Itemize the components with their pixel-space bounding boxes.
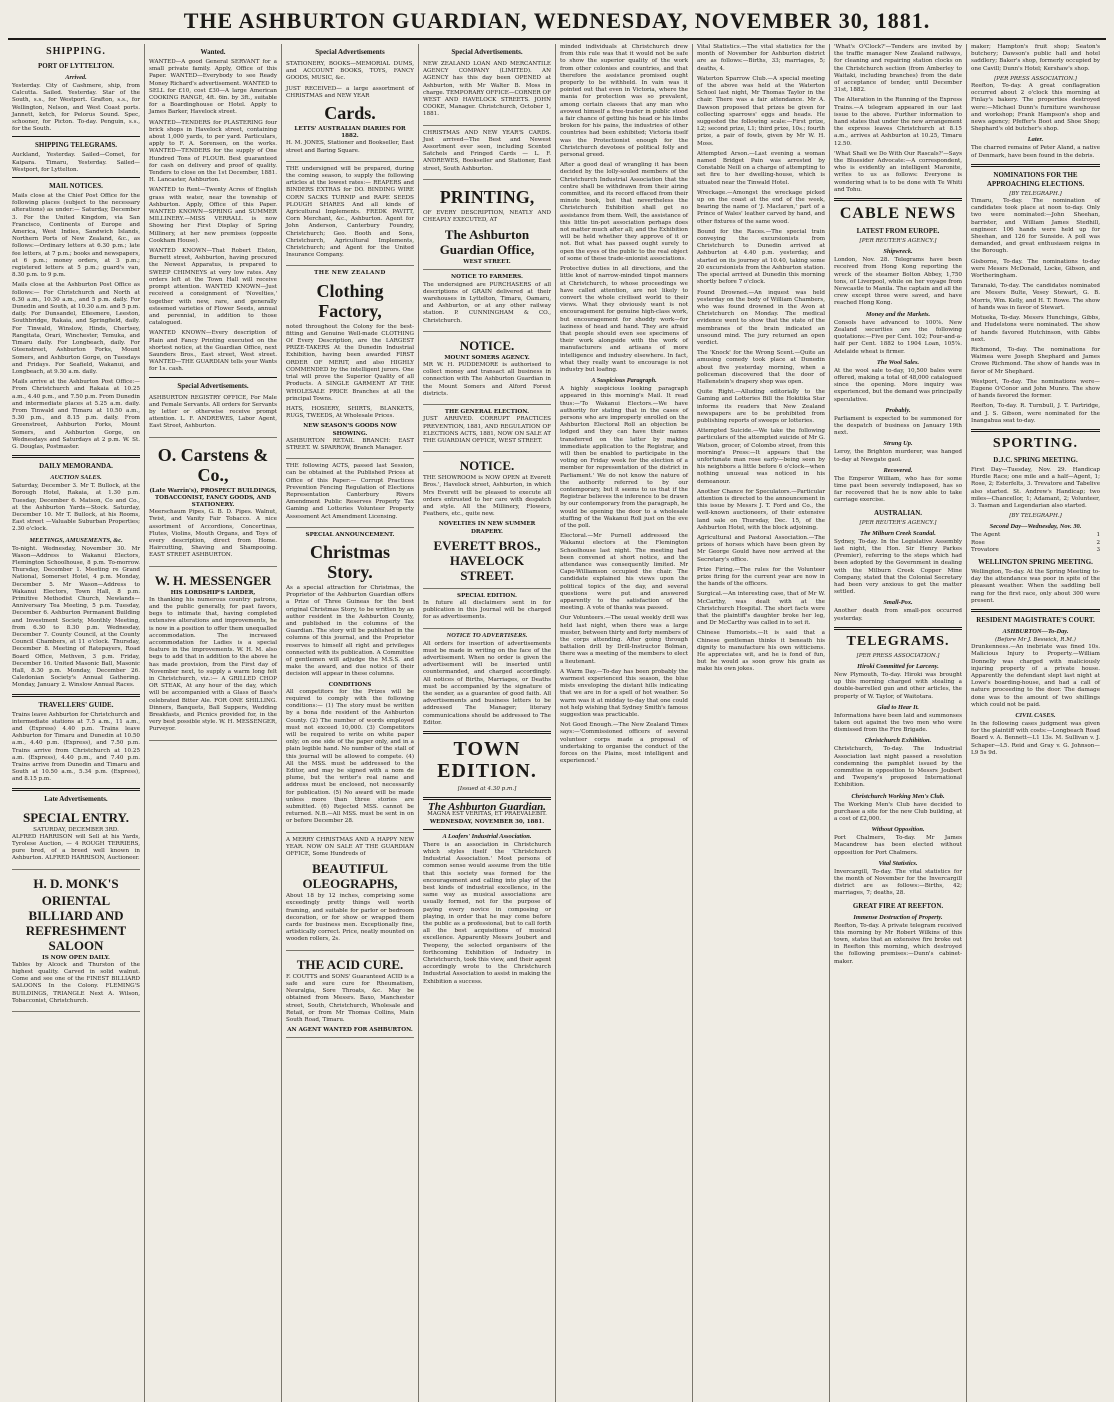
alteration-text: The Alteration in the Running of the Express Trains.—A telegram appeared in our last issue to the above. Further information to hand states that under the new arrangement the express leaves Christchurch at 8.15 a.m., arrives at Ashburton at 10.25, Timaru 12.50. — [834, 97, 962, 147]
shipping-telegrams-text: Auckland, Yesterday. Sailed—Comet, for Kaipara. Timaru, Yesterday. Sailed—Westport, for Lyttelton. — [12, 152, 140, 173]
runner-name: Rose — [971, 539, 985, 546]
wool-text: At the wool sale to-day, 10,500 bales were offered, making a total of 48,000 catalogued since the opening. More inquiry was experienced, but the demand was principally speculative. — [834, 367, 962, 403]
clothing-text: noted throughout the Colony for the best-fitting and Genuine Well-made CLOTHING Of Every Description, are the LARGEST PRIZE-TAKERS At the Dunedin Industrial Exhibition, having been awarded FIRST ORDER OF MERIT, and also HIGHLY COMMENDED by the intelligent jurors. One trial will prove the Superior Quality of all Products. A SINGLE GARMENT AT THE WHOLESALE PRICE Branches at all the principal Towns. — [286, 323, 414, 402]
suspicious-heading: A Suspicious Paragraph. — [591, 377, 657, 385]
timaru-text: Timaru, To-day. The nomination of candidates took place at noon to-day. Only two were nominated:—John Sheehan, barrister, and William James Stedhill, engineer. 106 hands were held up for Sheehan, and 126 for Sunside. A poll was demanded, and great enthusiasm reigns in the Borough. — [971, 198, 1100, 255]
runners-table — [971, 532, 1100, 554]
gisborne-text: Gisborne, To-day. The nominations to-day were Messrs McDonald, Locke, Gibson, and Wortheringham. — [971, 258, 1100, 280]
vital-heading: Vital Statistics. — [878, 859, 918, 867]
oleograph-ad — [286, 835, 414, 951]
hiroki-heading: Hiroki Committed for Larceny. — [857, 662, 939, 670]
special-ads-heading: Special Advertisements. — [177, 381, 249, 390]
press-association-8: [PER PRESS ASSOCIATION.] — [994, 75, 1077, 82]
rascals-text: 'What Shall we Do With Our Rascals?'—Says the Bluesider Advocate:—A correspondent, who is evidently an intelligent Maronite, writes to us as follows: Everyone is wondering what is to be done with Te Whiti and Tohu. — [834, 150, 962, 193]
money-text: Consols have advanced to 100⅞. New Zealand securities are the following quotations:—Five per Cent. 102; Four-and-a-half per Cent. 1882 to 1904 Loan, 105⅞. Adelaide wheat is firmer. — [834, 319, 962, 355]
reefton-text-2: Reefton, To-day. A great conflagration occurred about 2 o'clock this morning at Finlay's bakery. The properties destroyed were:—Michael Dunn's furniture warehouse and workshop; Frank Hampson's shop and news agency; Pfeffer's Boot and Shoe Shop; Shephard's old butcher's shop. — [971, 83, 1100, 133]
reuter-agency: [PER REUTER'S AGENCY.] — [859, 238, 937, 245]
messenger-sub: HIS LORDSHIP'S LARDER, — [170, 589, 256, 596]
glad-heading: Glad to Hear It. — [877, 703, 919, 711]
special-ads-heading-3: Special Advertisements — [315, 48, 385, 56]
wellington-text: Wellington, To-day. At the Spring Meeting to-day the attendance was poor in spite of the pleasant weather. When the saddling bell rang for the first race, only about 300 were present. — [971, 568, 1100, 604]
chch-exhibition-heading: Christchurch Exhibition. — [864, 737, 932, 745]
port-heading: PORT OF LYTTELTON. — [38, 62, 114, 70]
later-heading: Later. — [1027, 136, 1044, 144]
notice-heading: NOTICE. — [459, 337, 515, 353]
chch-exhibition-text: Christchurch, To-day. The Industrial Association last night passed a resolution condemning the pamphlet issued by the committee in opposition to Messrs Joubert and Twopeny's proposed International Exhibition. — [834, 746, 962, 789]
election-text: JUST ARRIVED. CORRUPT PRACTICES PREVENTION, 1881, AND REGULATION OF ELECTIONS ACTS, 1881, NOW ON SALE AT THE GUARDIAN OFFICE, WEST STREET. — [423, 416, 551, 444]
working-men-heading: Christchurch Working Men's Club. — [851, 792, 945, 800]
civil-cases-text: In the following cases judgment was given for the plaintiff with costs:—Longbeach Road Board v. A. Bennett—L1 13s. M. Sullivan v. J. Schaper—L5. Reid and Gray v. G. Johnson—L9 5s 9d. — [971, 721, 1100, 756]
column-3 — [282, 44, 419, 1402]
notice-text: MR W. H. PUDDEMORE is authorised to collect money and transact all business in connection with The Ashburton Guardian in the Mount Somers and Alford Forest districts. — [423, 362, 551, 397]
acid-agent: AN AGENT WANTED FOR ASHBURTON. — [287, 1027, 413, 1034]
suspicious-text: A highly suspicious looking paragraph appeared in this morning's Mail. It read thus:—'To Wakanui Electors.—We have authority for stating that in the cases of persons who are improperly enrolled on the Ashburton Electoral Roll an objection be lodged and they can have their names transferred on the latter by making immediate application to the Registrar, and will then be enabled to participate in the voting on Friday week for the election of a member for representation of the district in Parliament.' We do not know the nature of the authority referred to by our contemporary, but it seems to us that if the Registrar believes the inference to be drawn by our contemporary from the paragraph, he would be opening the door to a wholesale stuffing of the Wakanui Roll just on the eve of the poll. — [560, 386, 688, 529]
divider — [423, 731, 551, 734]
wanted-text-5: WANTED KNOWN—Every description of Plain and Fancy Printing executed on the shortest notice, at the Guardian Office, next Saunders Bros., East street, West street. WANTED—THE GUARDIAN tells your Wants for 1s. cash. — [149, 330, 277, 373]
aus-agency: [PER REUTER'S AGENCY.] — [859, 519, 937, 526]
showroom-ad — [423, 454, 551, 589]
columns — [8, 44, 1106, 1402]
reefton-nomination-text: Reefton, To-day. R. Turnbull, J. T. Partridge, and J. S. Gibson, were nominated for the Inangahua seat to-day. — [971, 403, 1100, 424]
fire-sub: Immense Destruction of Property. — [853, 913, 943, 921]
acid-text: F. COUTTS and SONS' Guaranteed ACID is a safe and sure cure for Rheumatism, Neuralgia, Sore Throats, &c. May be obtained from Messrs. Baxo, Manchester street, South, Christchurch, Wholesale and Retail, or from Mr Thomas Collins, Main South Road, Timaru. — [286, 973, 414, 1023]
column-8 — [967, 44, 1104, 1402]
messenger-ad — [149, 569, 277, 741]
waterton-text: Waterton Sparrow Club.—A special meeting of the above was held at the Waterton School last night, Mr Thomas Taylor in the chair. There was a fair attendance. Mr A. Dawson proposed that prizes be given for collecting sparrows' eggs and heads. He suggested the following scale:—First prize, L2; second prize, L1; third prize, 10s.; fourth prize, a pair of fowls, given by Mr W. H. Moss. — [697, 75, 825, 147]
special-ads-heading-4: Special Advertisements. — [451, 48, 523, 56]
travellers-guide-heading: TRAVELLERS' GUIDE. — [38, 700, 114, 709]
printing-title: PRINTING, — [439, 186, 535, 207]
monk-ad — [12, 872, 140, 1012]
runner-num: 2 — [1096, 539, 1100, 546]
acid-ad — [286, 953, 414, 1039]
cards-title: Cards. — [324, 103, 376, 124]
djc-text: First Day—Tuesday, Nov. 29. Handicap Hurdle Race; one mile and a half—Agent, 1; Rose, 2; Esterfelts, 3. Trevatore and Tabelive also started. St. Andrew's Handicap; two miles—Chancellor, 1; Adamant, 2; Volunteer, 3. Tasman and Legendarian also started. — [971, 466, 1100, 509]
divider — [834, 198, 962, 201]
wanted-text-4: WANTED KNOWN—That Robert Elston, Burnett street, Ashburton, having procured the Newest Apparatus, is prepared to SWEEP CHIMNEYS at very low rates. Any orders left at the Town Hall will receive prompt attention. WANTED KNOWN—Just received a consignment of 'Novelties,' together with new, rare, and generally esteemed varieties of Flower Seeds, annual and perennial, in addition to those catalogued. — [149, 248, 277, 327]
story-title: Christmas Story. — [310, 541, 390, 582]
arrived-text: Yesterday. City of Cashmere, ship, from Calcutta. Sailed. Yesterday. Star of the South, s.s., for Westport. Grafton, s.s., for Wellington, Nelson, and West Coast ports. Jannett, ketch, for Pelorus Sound. Spec, schooner, for Picton. To-day. Penguin, s.s., for the South. — [12, 83, 140, 133]
meetings-heading: MEETINGS, AMUSEMENTS, &c. — [29, 536, 123, 544]
clothing-items: HATS, HOSIERY, SHIRTS, BLANKETS, RUGS, TWEEDS, At Wholesale Prices. — [286, 405, 414, 420]
press-association: [PER PRESS ASSOCIATION.] — [856, 652, 940, 659]
letts-diaries: LETTS' AUSTRALIAN DIARIES FOR 1882. — [294, 126, 406, 140]
divider — [971, 429, 1100, 432]
jones-ad — [286, 59, 414, 162]
oleograph-text: About 18 by 12 inches, comprising some exceedingly pretty things well worth framing, and suitable for parlor or bedroom decoration, or for show or wrapped them cards for business men. Exceptionally fine, artistically correct. Price, neatly mounted on wooden rollers, 2s. — [286, 893, 414, 943]
clothing-season: NEW SEASON'S GOODS NOW SHOWING. — [303, 423, 397, 437]
mail-notices-text-3: Mails arrive at the Ashburton Post Office:— From Christchurch and Rakaia at 10.25 a.m., 4.40 p.m., and 7.50 p.m. From Dunedin and intermediate places at 5.25 a.m. daily. From Tinwald and Timaru at 10.50 a.m., 5.30 p.m., and 8.15 p.m. daily. From Greenstreet, Ashburton Forks, Mount Somers, and Ashburton Gorge, on Wednesdays and Saturdays at 2 p.m. W. St. G. Douglas, Postmaster. — [12, 379, 140, 450]
agency-ad — [423, 59, 551, 126]
shipwreck-heading: Shipwreck. — [883, 248, 913, 256]
acts-text: THE following ACTS, passed last Session, can be obtained at the Published Prices at Office of this Paper:— Corrupt Practices Prevention Fencing Regulation of Elections Representation Canterbury Rivers Amendment Public Reserves Property Tax Gaming and Lotteries Volunteer Property Assessment Act Amendment Licensing. — [286, 463, 414, 520]
farmers-heading: NOTICE TO FARMERS. — [451, 274, 523, 281]
wreckage-text: Wreckage.—Amongst the wreckage picked up on the coast at the end of the week, bearing the name of 'J. Maclaren,' part of a Prince of Wales' leather carved by hand, and other fixtures of the same wood. — [697, 189, 825, 225]
taranaki-text: Taranaki, To-day. The candidates nominated are Messrs Bulte, Vesey Stewart, G. B. Morris, Wm. Kelly, and H. T. Rowe. The show of hands was in favor of Stewart. — [971, 283, 1100, 311]
guardian-office: The Ashburton Guardian Office, — [439, 227, 535, 258]
strung-text: Leroy, the Brighton murderer, was hanged to-day at Newgate gaol. — [834, 449, 962, 463]
special-entry-date: SATURDAY, DECEMBER 3RD. — [33, 826, 119, 833]
probably-text: Parliament is expected to be summoned for the despatch of business on January 19th next. — [834, 415, 962, 437]
meetings-text: To-night. Wednesday, November 30. Mr Wason—Address to Wakanui Electors, Flemington Schoolhouse, 8 p.m. To-morrow. Thursday, December 1. Meeting re Grand National, Somerset Hotel, 4 p.m. Monday, December 5. Mr Wason—Address to Wakanui Electors, Town Hall, 8 p.m. Primitive Methodist Church, Newlands—Anniversary Tea Meeting, 5 p.m. Tuesday, December 6. Ashburton Permanent Building and Investment Society, Monthly Meeting, from 6.30 to 8.30 p.m. Wednesday, December 7. County Council, at the County Council Chambers, at 11 o'clock. Thursday, December 8. Meeting of Ratepayers, Road Board Office, Methven, 3 p.m. Friday, December 16. United Masonic Ball, Masonic Hall, 8.30 p.m. Monday, December 26. Caledonian Society's Annual Gathering. Monday, January 2. Winslow Annual Races. — [12, 545, 140, 689]
runner-name: Trovatore — [971, 546, 999, 553]
harrison-ad — [12, 806, 140, 870]
farmers-ad — [423, 272, 551, 331]
divider — [423, 797, 551, 800]
table-row — [971, 540, 1100, 547]
vital-stats-text: Invercargill, To-day. The vital statistics for the month of November for the Invercargill district are as follows:—Births, 42; marriages, 7; deaths, 28. — [834, 868, 962, 897]
attempted-arson-text: Attempted Arson.—Last evening a woman named Bridget Pain was arrested by Constable Neill on a charge of attempting to set fire to her dwelling-house, which is situated near the Tinwald Hotel. — [697, 150, 825, 186]
divider — [971, 609, 1100, 612]
column-2 — [145, 44, 282, 1402]
mail-notices-heading: MAIL NOTICES. — [49, 182, 103, 191]
money-heading: Money and the Markets. — [865, 310, 931, 318]
bound-races-text: Bound for the Races.—The special train conveying the excursionists from Christchurch to Dunedin arrived at Ashburton at 4.40 p.m. yesterday, and started on its journey at 10.40, taking some 20 excursionists from the Ashburton station. The special arrived at Dunedin this morning shortly before 7 o'clock. — [697, 228, 825, 286]
novelties: NOVELTIES IN NEW SUMMER DRAPERY. — [438, 521, 536, 535]
richmond-text: Richmond, To-day. The nominations for Waimea were Joseph Shephard and James Crowe Richmond. The show of hands was in favor of Mr Shephard. — [971, 346, 1100, 375]
leader-text-4: Protective duties in all directions, and the little knot of narrow-minded tinpot manners at Christchurch, to whose proceedings we have called attention, are not likely to convert the whole civilised world to their views. What they obviously want is not encouragement for genuine high-class work, but encouragement for shoddy work—for laziness of head and hand. They are afraid that people should even see specimens of their work alongside with the work of manufacturers and artisans of more intelligence and industry elsewhere. In fact, what they really want to encourage is not industry but loafing. — [560, 266, 688, 373]
clothing-banner: THE NEW ZEALAND — [314, 270, 386, 277]
clock-text: 'What's O'Clock?'—Tenders are invited by the traffic manager New Zealand railways, for cleaning and repairing station clocks on the Christchurch section (from Amberley to Waitaki, including branches) from the date of acceptance of tender, until December 31st, 1882. — [834, 44, 962, 94]
divider — [12, 177, 140, 178]
leader-text-3: After a good deal of wrangling it has been decided by the lolly-souled members of the Christchurch Industrial Association that the centre shall be withdrawn from their airing committee, and its record effaced from their minute book, but that nevertheless the Christchurch Exhibition shall get no assistance from them. Well, the assistance of this little tin-pot association perhaps does not matter much after all; and the Exhibition will be held whether they approve of it or not. But what has passed ought surely to open the eyes of the public to the real object of some of these trade-unionist associations. — [560, 162, 688, 262]
wanted-text: WANTED—A good General SERVANT for a small private family. Apply, Office of this Paper. WANTED—Everybody to see Ready Money Richard's advertisement. WANTED to SELL for £10, cost £30—A large American COOKING RANGE, 4ft. 6in. by 3ft., suitable for a Boardinghouse or Hotel. Apply to James Barker, Havelock street. — [149, 59, 277, 116]
special-edition-text: In future all disclaimers sent in for publication in this Journal will be charged for as advertisements. — [423, 599, 551, 621]
wanted-text-2: WANTED—TENDERS for PLASTERING four brick shops in Havelock street, containing about 1,000 yards, to per yard. Particulars, apply to F. A. Sorensen, on the works. WANTED—TENDERS for the supply of One Hundred Tons of FLOUR. Best guaranteed for cash on delivery and proof of quality. Tenders to close on the 1st December, 1881. H. Lancaster, Ashburton. — [149, 119, 277, 184]
not-good-text: Not Good Enough.—The New Zealand Times says:—'Commissioned officers of several volunteer corps made a proposal of undertaking to organise the conduct of the forces on the Plains, most intelligent and experienced.' — [560, 722, 688, 765]
notice-ad — [423, 334, 551, 405]
column-7 — [830, 44, 967, 1402]
wool-heading: The Wool Sales. — [876, 358, 920, 366]
knock-text: The 'Knock' for the Wrong Scent.—Quite an amusing comedy took place at Dunedin about five yesterday morning, when a policeman discovered that the door of Hallenstein's drapery shop was open. — [697, 350, 825, 385]
rmc-sub: ASHBURTON—To-Day. — [1002, 627, 1069, 635]
runner-name: The Agent — [971, 532, 1001, 539]
australian-heading: AUSTRALIAN. — [873, 508, 923, 517]
cards-ad-text: CHRISTMAS AND NEW YEAR'S CARDS. Just arrived—The Best and Newest Assortment ever seen, including Scented Satchels and Fringed Cards — L. F. ANDREWES, Bookseller and Stationer, East street, South Ashburton. — [423, 129, 551, 172]
harrison-text: ALFRED HARRISON will Sell at his Yards, Tyrolese Auction, — 4 ROUGH TERRIERS, pure bred, of a breed well known in Ashburton. ALFRED HARRISON, Auctioneer. — [12, 833, 140, 862]
arrived-heading: Arrived. — [65, 74, 87, 81]
reefton-text: maker; Hampton's fruit shop; Seaton's butchery; Dawson's public hall and hotel saddlery; Baker's shop, formerly occupied by one Cavill; Dunn's Hotel; Kershaw's shop. — [971, 44, 1100, 72]
oleograph-title: BEAUTIFUL OLEOGRAPHS, — [302, 861, 398, 892]
rmc-heading: RESIDENT MAGISTRATE'S COURT. — [976, 615, 1095, 624]
jones-text: H. M. JONES, Stationer and Bookseller, East street and Baring Square. — [286, 140, 414, 154]
travellers-guide-text: Trains leave Ashburton for Christchurch and intermediate stations at 7.5 a.m., 11 a.m., and (Express) 4.40 p.m. Trains leave Ashburton for Timaru and Dunedin at 10.50 a.m., 4.40 p.m. (Express), and 7.50 p.m. Trains arrive from Christchurch at 10.25 a.m. (Express), 4.40 p.m., and 7.40 p.m. Trains arrive from Dunedin and Timaru and South at 10.50 a.m., 5.34 p.m. (Express), and 8.15 p.m. — [12, 711, 140, 783]
story-text: As a special attraction for Christmas, the Proprietor of the Ashburton Guardian offers a Prize of Three Guineas for the best original Christmas Story, to be written by an author resident in the Ashburton County, and published in the columns of the Guardian. The story will be published in the columns of this journal, and the Proprietor reserves to himself all right and privileges connected with its publication. A Committee of gentlemen will adjudge the M.S.S. and make the award, and due notice of their decision will appear in these columns. — [286, 584, 414, 678]
wanted-heading: Wanted. — [200, 48, 226, 56]
divider — [12, 788, 140, 791]
chinese-text: Chinese Humorists.—It is said that a Chinese gentleman thinks it beneath his dignity to manufacture his own witticisms. He appreciates wit, and he is fond of fun, but he would as soon grow his grain as make his own jokes. — [697, 630, 825, 673]
town-edition: TOWN EDITION. — [437, 737, 537, 782]
divider — [971, 164, 1100, 167]
nominations-heading: NOMINATIONS FOR THE APPROACHING ELECTIONS. — [986, 170, 1085, 188]
cable-news-sub: LATEST FROM EUROPE. — [856, 227, 940, 236]
vital-text: Vital Statistics.—The vital statistics for the month of November for Ashburton district are as follows:—Births, 33; marriages, 5; deaths, 4. — [697, 44, 825, 72]
election-heading: THE GENERAL ELECTION. — [444, 409, 530, 416]
sparrow-text: ASHBURTON RETAIL BRANCH: EAST STREET. W. SPARROW, Branch Manager. — [286, 437, 414, 451]
daily-memoranda-heading: DAILY MEMORANDA. — [39, 462, 113, 471]
smallpox-heading: Small-Pox. — [883, 599, 913, 607]
mail-notices-text-2: Mails close at the Ashburton Post Office as follows:— For Christchurch and North at 6.30 a.m., 10.30 a.m., and 5 p.m. daily. For Dunedin and South, at 10.30 a.m. and 5 p.m. daily. For Dunsandel, Ellesmere, Leeston, Southbridge, Rakaia, and Springfield, daily. For Tinwald, Winslow, Hinds, Chertsey, Rangitata, Orari, Winchester, Temuka, and Timaru daily. For Longbeach, daily. For Gteenstreet, Ashburton Forks, Mount Somers, and Ashburton Gorge, on Tuesdays and Fridays. For Seafield, Wakanui, and Longbeach, at 9.30 a.m. daily. — [12, 282, 140, 375]
paper-name: The Ashburton Guardian. — [428, 801, 546, 814]
stationery-text: STATIONERY, BOOKS—MEMORIAL DUMS, and ACCOUNT BOOKS, TOYS, FANCY GOODS, MUSIC, &c. — [286, 61, 414, 82]
shipwreck-text: London, Nov. 28. Telegrams have been received from Hong Kong reporting the wreck of the steamer Bolton Abbey, 1,750 tons, of Liverpool, while on her voyage from Newcastle to Manila. The captain and all the crew except three were saved, and have reached Hong Kong. — [834, 257, 962, 307]
paper-date: WEDNESDAY, NOVEMBER 30, 1881. — [429, 818, 545, 825]
volunteers-text: Our Volunteers.—The usual weekly drill was held last night, when there was a large muster, between thirty and forty members of the corps attending. After going through battalion drill by Drill-Instructor Bolman, there was a meeting of the members to elect a lieutenant. — [560, 615, 688, 665]
milburn-text: Sydney, To-day. In the Legislative Assembly last night, the Hon. Sir Henry Parkes (Premier), referring to the steps which had been adopted by the Government in dealing with the Milburn Creek Copper Mine Company, stated that the Colonial Secretary had been very anxious to get the matter settled. — [834, 538, 962, 596]
leader-text-2: minded individuals at Christchurch drew from this rule was that it would not be safe to show the superior quality of the work from other colonies and countries, and that therefore the assistance promised ought properly to be withheld. In vain was it pointed out that even in Victoria, where the mania for protection was so prevalent, among certain classes that any man who avowed himself a free-trader in public stood a fair chance of getting his head or his limbs broken for his pains, the industries of other countries had been exhibited; Victoria itself was the Protectionist enough for the Christchurch devotees of political folly and personal greed. — [560, 44, 688, 159]
divider — [834, 627, 962, 630]
probably-heading: Probably. — [885, 406, 911, 414]
wellington-heading: WELLINGTON SPRING MEETING. — [978, 557, 1093, 566]
paper-motto: MAGNA EST VERITAS, ET PRAEVALEBIT. — [427, 811, 547, 818]
acts-ad — [286, 461, 414, 528]
column-4 — [419, 44, 556, 1402]
runner-num: 1 — [1096, 532, 1100, 539]
strung-heading: Strung Up. — [883, 440, 913, 448]
surgical-text: Surgical.—An interesting case, that of Mr W. McCarthy, was dealt with at the Christchurch Hospital. The short facts were that the plaintiff's daughter broke her leg, and Dr McCarthy was called in to set it. — [697, 591, 825, 627]
notice-advertisers-heading: NOTICE TO ADVERTISERS. — [446, 631, 528, 639]
messenger-text: In thanking his numerous country patrons, and the public generally, for past favors, begs to intimate that, having completed extensive alterations and improvements, he is now in a position to offer them unequalled accommodation. The increased accommodation for Ladies is a special feature in the improvements. W. H. M. also begs to add that in addition to the above he has made provision, from the First day of November next, to supply a warm long felt in Christchurch, viz.:— A GRILLED CHOP OR STEAK, At any hour of the day, which will be accompanied with a Glass of Bass's celebrated Bitter Ale. FOR ONE SHILLING. Dinners, Banquets, Ball Suppers, Wedding Breakfasts, and Picnics provided for, in the very best possible style. W. H. MESSENGER, Purveyor. — [149, 596, 277, 733]
speculators-text: Another Chance for Speculators.—Particular attention is directed to the announcement in this issue by Messrs J. T. Ford and Co., the well-known auctioneers, of their extensive land sale on Thursday, Dec. 15, of the Ashburton Hotel, with the block adjoining. — [697, 488, 825, 531]
merry-text: A MERRY CHRISTMAS AND A HAPPY NEW YEAR. NOW ON SALE AT THE GUARDIAN OFFICE, Some Hundreds of — [286, 836, 414, 858]
column-5 — [556, 44, 693, 1402]
clothing-ad — [286, 268, 414, 459]
showroom-text: THE SHOWROOM is NOW OPEN at Everett Bros.', Havelock street, Ashburton, in which Mrs Everett will be pleased to execute all orders entrusted to her care with despatch and style. All the Millinery, Flowers, Feathers, etc., quite new. — [423, 475, 551, 518]
milburn-heading: The Milburn Creek Scandal. — [860, 529, 936, 537]
registry-ad — [149, 393, 277, 438]
quite-right-text: Quite Right.—Alluding editorially to the Gaming and Lotteries Bill the Hokitika Star informs its readers that New Zealand newspapers are to be prohibited from publishing reports of sweeps or lotteries. — [697, 389, 825, 424]
mail-notices-text: Mails close at the Chief Post Office for the following places (subject to the necessary alterations) as under:— Saturday, December 3. For the United Kingdom, via San Francisco, Continents of Europe and America, West Indies, Sandwich Islands, Northern Ports of New Zealand, &c., as follows:—Ordinary letters at 6.30 p.m.; late fee letters, at 7 p.m.; books and newspapers, at 6 p.m.; money orders, at 3 p.m.; registered letters at 5 p.m.; guard's van, 8.30 p.m. to 9 p.m. — [12, 193, 140, 279]
recovered-text: The Emperor William, who has for some time past been severely indisposed, has so far recovered that he is now able to take carriage exercise. — [834, 475, 962, 504]
election-ad — [423, 407, 551, 452]
telegrams-heading: TELEGRAMS. — [846, 633, 950, 649]
fire-text: Reefton, To-day. A private telegram received this morning by Mr Robert Wilkins of this town, states that an extensive fire broke out in Reefton this morning, which destroyed the following premises:—Dunn's cabinet-maker. — [834, 922, 962, 965]
rmc-bench: (Before Mr J. Beswick, R.M.) — [995, 636, 1076, 643]
notice-advertisers-text: All orders for insertion of advertisements must be made in writing on the face of the advertisement. When no order is given the advertisement will be inserted until countermanded, and charged accordingly. All notices of Births, Marriages, or Deaths must be accompanied by the signature of the sender, as a guarantee of good faith. All advertisements and business letters to be addressed The Manager; literary communications should be addressed to The Editor. — [423, 640, 551, 726]
fire-heading: GREAT FIRE AT REEFTON. — [852, 901, 944, 910]
registry-text: ASHBURTON REGISTRY OFFICE, For Male and Female Servants. All orders for Servants by letter or otherwise receive prompt attention. L. F. ANDREWES, Labor Agent, East Street, Ashburton. — [149, 394, 277, 430]
carstens-sub: (Late Warrin's), PROSPECT BUILDINGS, TOBACCONIST, FANCY GOODS, AND STATIONERY. — [149, 487, 277, 508]
farmers-text: The undersigned are PURCHASERS of all descriptions of GRAIN delivered at their warehouses in Lyttelton, Timaru, Oamaru, and Ashburton, or at any other railway station. P. CUNNINGHAM & CO., Christchurch. — [423, 281, 551, 324]
working-men-text: The Working Men's Club have decided to purchase a site for the new Club building, at a cost of £2,000. — [834, 801, 962, 823]
telegraph-tag-2: [BY TELEGRAPH.] — [1009, 513, 1062, 520]
conditions-heading: CONDITIONS — [328, 681, 372, 688]
clothing-title: Clothing Factory, — [316, 280, 384, 321]
leader-heading: A Loafers' Industrial Association. — [442, 832, 532, 840]
monk-open: IS NOW OPEN DAILY. — [42, 954, 110, 961]
west-street: WEST STREET. — [463, 259, 511, 266]
divider — [12, 455, 140, 458]
divider — [149, 377, 277, 378]
received-text: JUST RECEIVED— a large assortment of CHRISTMAS and NEW YEAR — [286, 85, 414, 99]
leader-text: There is an association in Christchurch which styles itself the 'Christchurch Industrial Association.' Most persons of common sense would assume from the title that this society was formed for the encouragement and calling into play of the best kinds of industrial excellence, in the same way as musical associations are usually formed, not for the purpose of paying every novice in composing or playing, in order that he may come before the public as a professional, but to call forth all the best acquisitions of musical excellence. Apparently Messrs Joubert and Twopeny, the selected organisers of the forthcoming Exhibition of Industry in Christchurch, took this view, and their agent accordingly wrote to the Christchurch Industrial Association to assist in making the Exhibition a success. — [423, 841, 551, 985]
printing-ad — [423, 182, 551, 271]
story-ad — [286, 530, 414, 833]
notice-sub: MOUNT SOMERS AGENCY. — [444, 354, 530, 361]
pavitt-text: THE undersigned will be prepared, during the coming season, to supply the following articles at the lowest rates:— REAPERS and BINDERS EXTRAS for DO. BINDING WIRE CORN SACKS TURNIP and RAPE SEEDS PLOUGH SHARES And all kinds of Agricultural Implements. FREDK PAVITT, Corn Merchant, &c., Ashburton. Agent for John Anderson, Canterbury Foundry, Christchurch; Geo. Booth and Sons, Christchurch, Agricultural Implements, Christchurch; and Agent for the United Insurance Company. — [286, 165, 414, 259]
auction-sales-text: Saturday, December 3. Mr T. Bullock, at the Borough Hotel, Rakaia, at 1.30 p.m. Tuesday, December 6. Matson, Co and Co., at the Ashburton Yards—Stock. Saturday, December 10. Mr T. Bullock, at his Rooms, East street —Valuable Suburban Properties; 2.30 o'clock. — [12, 483, 140, 533]
prize-firing-text: Prize Firing.—The rules for the Volunteer prize firing for the current year are now in the hands of the officers. — [697, 566, 825, 588]
carstens-text: Meerschaum Pipes, G. B. D. Pipes. Walnut, Twist, and Vanity Fair Tobacco. A nice assortment of Accordions, Concertinas, Flutes, Violins, Mouth Organs, and Toys of every description, direct from Home. Haircutting, Shaving and Shampooing. EAST STREET ASHBURTON. — [149, 509, 277, 559]
second-day-heading: Second Day—Wednesday, Nov. 30. — [989, 523, 1082, 531]
monk-name: H. D. MONK'S — [33, 875, 119, 891]
agency-text: NEW ZEALAND LOAN AND MERCANTILE AGENCY COMPANY (LIMITED). AN AGENCY has this day been OPENED at Ashburton, with Mr Walter B. Moss in charge. TEMPORARY OFFICE—CORNER OF WEST AND HAVELOCK STREETS. JOHN COOKE, Manager. Christchurch, October 1, 1881. — [423, 61, 551, 118]
carstens-name: O. Carstens & Co., — [157, 444, 269, 485]
printing-text: OF EVERY DESCRIPTION, NEATLY AND CHEAPLY EXECUTED, AT — [423, 209, 551, 224]
glad-text: Informations have been laid and summonses taken out against the two men who were dismissed from the Fire Brigade. — [834, 712, 962, 734]
monk-title: ORIENTAL BILLIARD AND REFRESHMENT SALOON — [25, 892, 127, 953]
hiroki-text: New Plymouth, To-day. Hiroki was brought up this morning charged with stealing a double-barrelled gun and other articles, the property of W. Taylor, of Waitotara. — [834, 671, 962, 700]
wanted-text-3: WANTED to Rent—Twenty Acres of English grass with water, near the township of Ashburton. Apply, Office of this Paper. WANTED KNOWN—SPRING and SUMMER MILLINERY.—MISS VERRALL is now Showing her First Display of Spring Millinery, at her new premises (opposite Cookham House). — [149, 187, 277, 244]
column-6 — [693, 44, 830, 1402]
without-opposition-text: Port Chalmers, To-day. Mr James Macandrew has been elected without opposition for Port Chalmers. — [834, 835, 962, 856]
monk-text: Tables by Alcock and Thurston of the highest quality. Carved in solid walnut. Come and see one of the FINEST BILLIARD SALOONS In the Colony. FLEMING'S BUILDINGS, TRIANGLE Next A. Wilson, Tobacconist, Christchurch. — [12, 961, 140, 1004]
smallpox-text: Another death from small-pox occurred yesterday. — [834, 608, 962, 622]
story-announcement: SPECIAL ANNOUNCEMENT. — [305, 531, 395, 538]
warm-day-text: A Warm Day.—To-day has been probably the warmest experienced this season, the blue mists enveloping the distant hills indicating that we are in for a spell of hot weather. So warm was it at midday to-day that one could not help wishing that Sydney Smith's famous suggestion was practicable. — [560, 668, 689, 719]
westport-text: Westport, To-day. The nominations were—Eugene O'Conor and John Munro. The show of hands favored the former. — [971, 378, 1100, 400]
civil-cases-heading: CIVIL CASES. — [1015, 712, 1056, 720]
cable-news-heading: CABLE NEWS — [839, 205, 957, 223]
recovered-heading: Recovered. — [883, 466, 913, 474]
divider — [12, 136, 140, 137]
conditions-text: All competitors for the Prizes will be required to comply with the following conditions:— (1) The story must be written by a bona fide resident of the Ashburton County. (2) The number of words employed must not exceed 10,000. (3) Competitors will be required to write on white paper only; on one side of the paper only, and in a plain legible hand. No number of the stall of this journal will be allowed to compete. (4) All the MSS. must be addressed to the Editor, and may be signed with a nom de plume, but the writer's real name and address must be enclosed, not necessarily for publication. (5) No award will be made unless more than three stories are submitted. (6) Rejected MSS. cannot be returned. N.B.—All MSS. must be sent in on or before December 28. — [286, 688, 414, 825]
special-edition-ad — [423, 591, 551, 629]
suicide-text: Attempted Suicide.—We take the following particulars of the attempted suicide of Mr G. Watson, grocer, of Colombo street, from this morning's Press:—It appears that the unfortunate man rose early—being seen by his neighbors a little before 6 o'clock—when nothing unusual was noticed in his demeanour. — [697, 428, 825, 485]
messenger-name: W. H. MESSENGER — [154, 572, 272, 588]
later-text: The charred remains of Peter Aland, a native of Denmark, have been found in the debris. — [971, 145, 1100, 159]
acid-title: THE ACID CURE. — [296, 956, 404, 972]
town-edition-time: [Issued at 4.30 p.m.] — [457, 785, 517, 792]
table-row — [971, 547, 1100, 554]
showroom-heading: NOTICE. — [459, 458, 515, 474]
late-ads-heading: Late Advertisements. — [44, 794, 108, 803]
telegraph-tag: [BY TELEGRAPH.] — [1009, 190, 1062, 197]
special-entry-title: SPECIAL ENTRY. — [23, 809, 129, 825]
rmc-text: Drunkenness.—An inebriate was fined 10s. Malicious Injury to Property.—William Donnelly was charged with maliciously injuring property of a private house. Apparently the defendant slept last night at Lowe's boarding-house, and had a call of nature proceeding to the door. The damage done was to the amount of two shillings which could not be paid. — [971, 644, 1100, 708]
special-edition-heading: SPECIAL EDITION. — [457, 592, 517, 599]
table-row — [971, 532, 1100, 539]
divider — [12, 694, 140, 697]
column-1 — [8, 44, 145, 1402]
runner-num: 3 — [1096, 546, 1100, 553]
agricultural-text: Agricultural and Pastoral Association.—The prizes of horses which have been given by Mr George Gould have now arrived at the Secretary's office. — [697, 535, 825, 563]
masthead: THE ASHBURTON GUARDIAN, WEDNESDAY, NOVEMBER 30, 1881. — [8, 8, 1106, 40]
shipping-heading: SHIPPING. — [46, 46, 106, 57]
djc-heading: D.J.C. SPRING MEETING. — [993, 455, 1078, 464]
found-drowned-text: Found Drowned.—An inquest was held yesterday on the body of William Chambers, who was found drowned in the Avon at Christchurch on Monday. The medical evidence went to show that the state of the membranes of the brain indicated an unsound mind. The jury returned an open verdict. — [697, 289, 825, 346]
everett: EVERETT BROS., HAVELOCK STREET. — [433, 537, 541, 583]
divider — [423, 829, 551, 830]
shipping-telegrams-heading: SHIPPING TELEGRAMS. — [35, 141, 117, 150]
electoral-text: Electoral.—Mr Purnell addressed the Wakanui electors at the Flemington Schoolhouse last night. The meeting had been convened at short notice, and the attendance was consequently limited. Mr Cape-Williamson occupied the chair. The candidate explained his views upon the political topics of the day, and several questions were put and answered apparently to the satisfaction of the meeting. A vote of thanks was passed. — [560, 533, 688, 612]
auction-sales-heading: AUCTION SALES. — [50, 474, 102, 482]
carstens-ad — [149, 440, 277, 567]
pavitt-ad — [286, 164, 414, 267]
without-opposition-heading: Without Opposition. — [871, 826, 925, 834]
motueka-text: Motueka, To-day. Messrs Hunchings, Gibbs, and Hudelstons were nominated. The show of hands favored Hutchinson, with Gibbs next. — [971, 315, 1100, 343]
cards-ad — [423, 128, 551, 180]
sporting-heading: SPORTING. — [992, 435, 1079, 451]
